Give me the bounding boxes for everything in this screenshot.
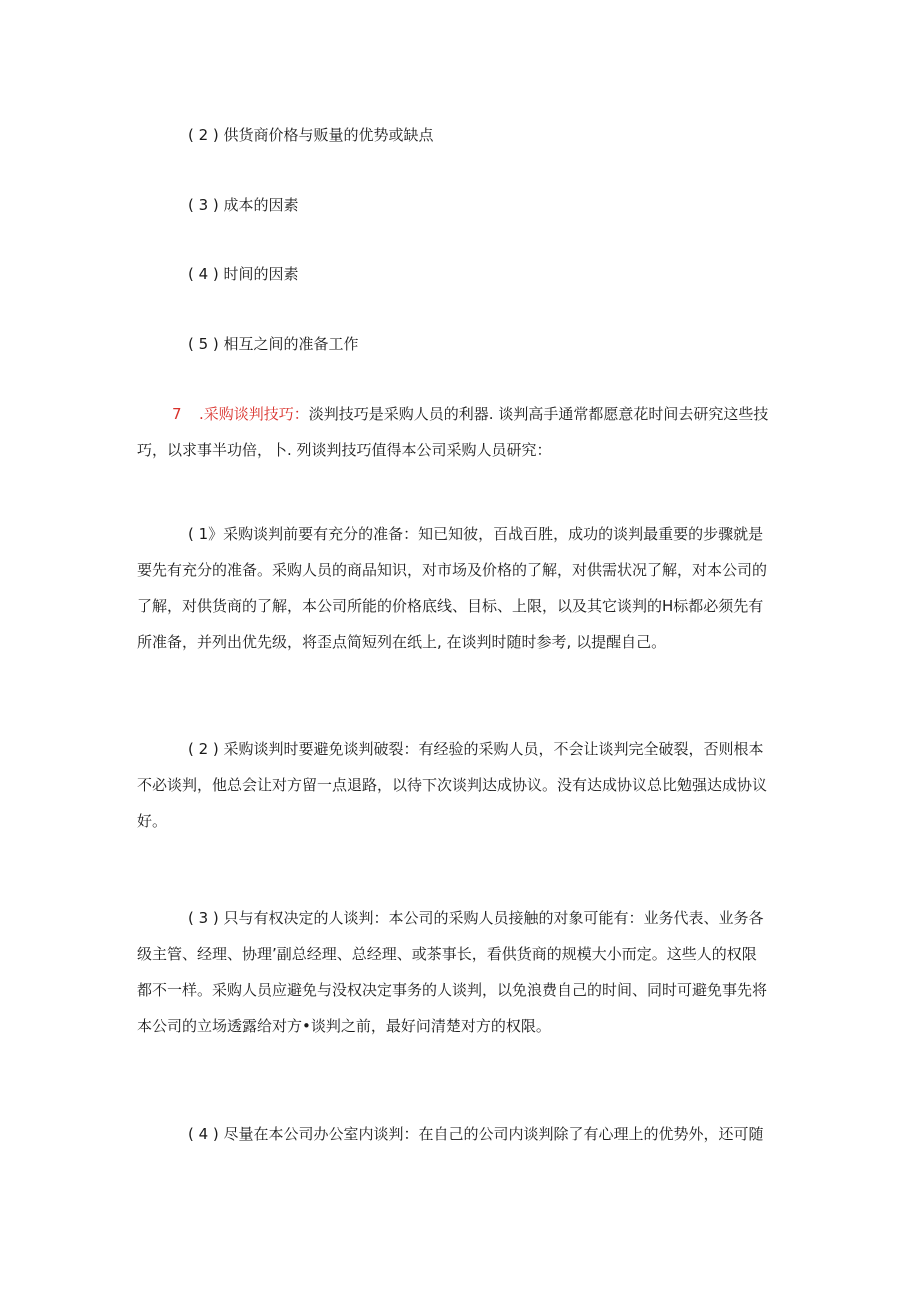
list-item-3: ( 3 ) 成本的因素 [188, 196, 299, 214]
paragraph-4 [137, 1116, 787, 1152]
paragraph-1-line: 了解，对供货商的了解，本公司所能的价格底线、目标、上限，以及其它谈判的H标都必须先有 [137, 597, 764, 615]
paragraph-3-line: ( 3 ) 只与有权决定的人谈判：本公司的采购人员接触的对象可能有：业务代表、业务各 [188, 909, 764, 927]
paragraph-3-line: 本公司的立场透露给对方•谈判之前，最好问清楚对方的权限。 [137, 1017, 551, 1035]
section-7-line-2: 巧，以求事半功倍，卜. 列谈判技巧值得本公司采购人员研究： [137, 441, 552, 459]
section-7-line-1 [137, 396, 787, 432]
paragraph-1-line: 所准备，并列出优先级，将歪点简短列在纸上, 在谈判时随时参考, 以提醒自己。 [137, 633, 667, 651]
paragraph-2-line: 好。 [137, 812, 168, 830]
paragraph-3 [137, 900, 787, 1044]
paragraph-1-line: 要先有充分的准备。采购人员的商品知识，对市场及价格的了解，对供需状况了解，对本公司的 [137, 561, 768, 579]
paragraph-1 [137, 516, 787, 660]
paragraph-4-line: ( 4 ) 尽量在本公司办公室内谈判：在自己的公司内谈判除了有心理上的优势外，还可随 [188, 1125, 764, 1143]
paragraph-1-line: ( 1》采购谈判前要有充分的准备：知已知彼，百战百胜，成功的谈判最重要的步骤就是 [188, 525, 764, 543]
section-7-heading: .采购谈判技巧： [199, 405, 309, 423]
paragraph-2 [137, 731, 787, 839]
list-item-5: ( 5 ) 相互之间的准备工作 [188, 335, 359, 353]
list-item-4: ( 4 ) 时间的因素 [188, 265, 299, 283]
section-7-text: 淡判技巧是采购人员的利器. 谈判高手通常都愿意花时间去研究这些技 [308, 405, 769, 423]
section-7-paragraph [137, 396, 787, 468]
list-item-2: ( 2 ) 供货商价格与贩量的优势或缺点 [188, 126, 434, 144]
section-7-number: 7 [172, 405, 182, 423]
paragraph-2-line: 不必谈判，他总会让对方留一点退路，以待下次谈判达成协议。没有达成协议总比勉强达成协议 [137, 776, 768, 794]
paragraph-2-line: ( 2 ) 采购谈判时要避免谈判破裂：有经验的采购人员，不会让谈判完全破裂，否则根本 [188, 740, 764, 758]
paragraph-3-line: 都不一样。采购人员应避免与没权决定事务的人谈判，以免浪费自己的时间、同时可避免事先将 [137, 981, 768, 999]
paragraph-3-line: 级主管、经理、协理’副总经理、总经理、或茶事长，看供货商的规模大小而定。这些人的权限 [137, 945, 757, 963]
